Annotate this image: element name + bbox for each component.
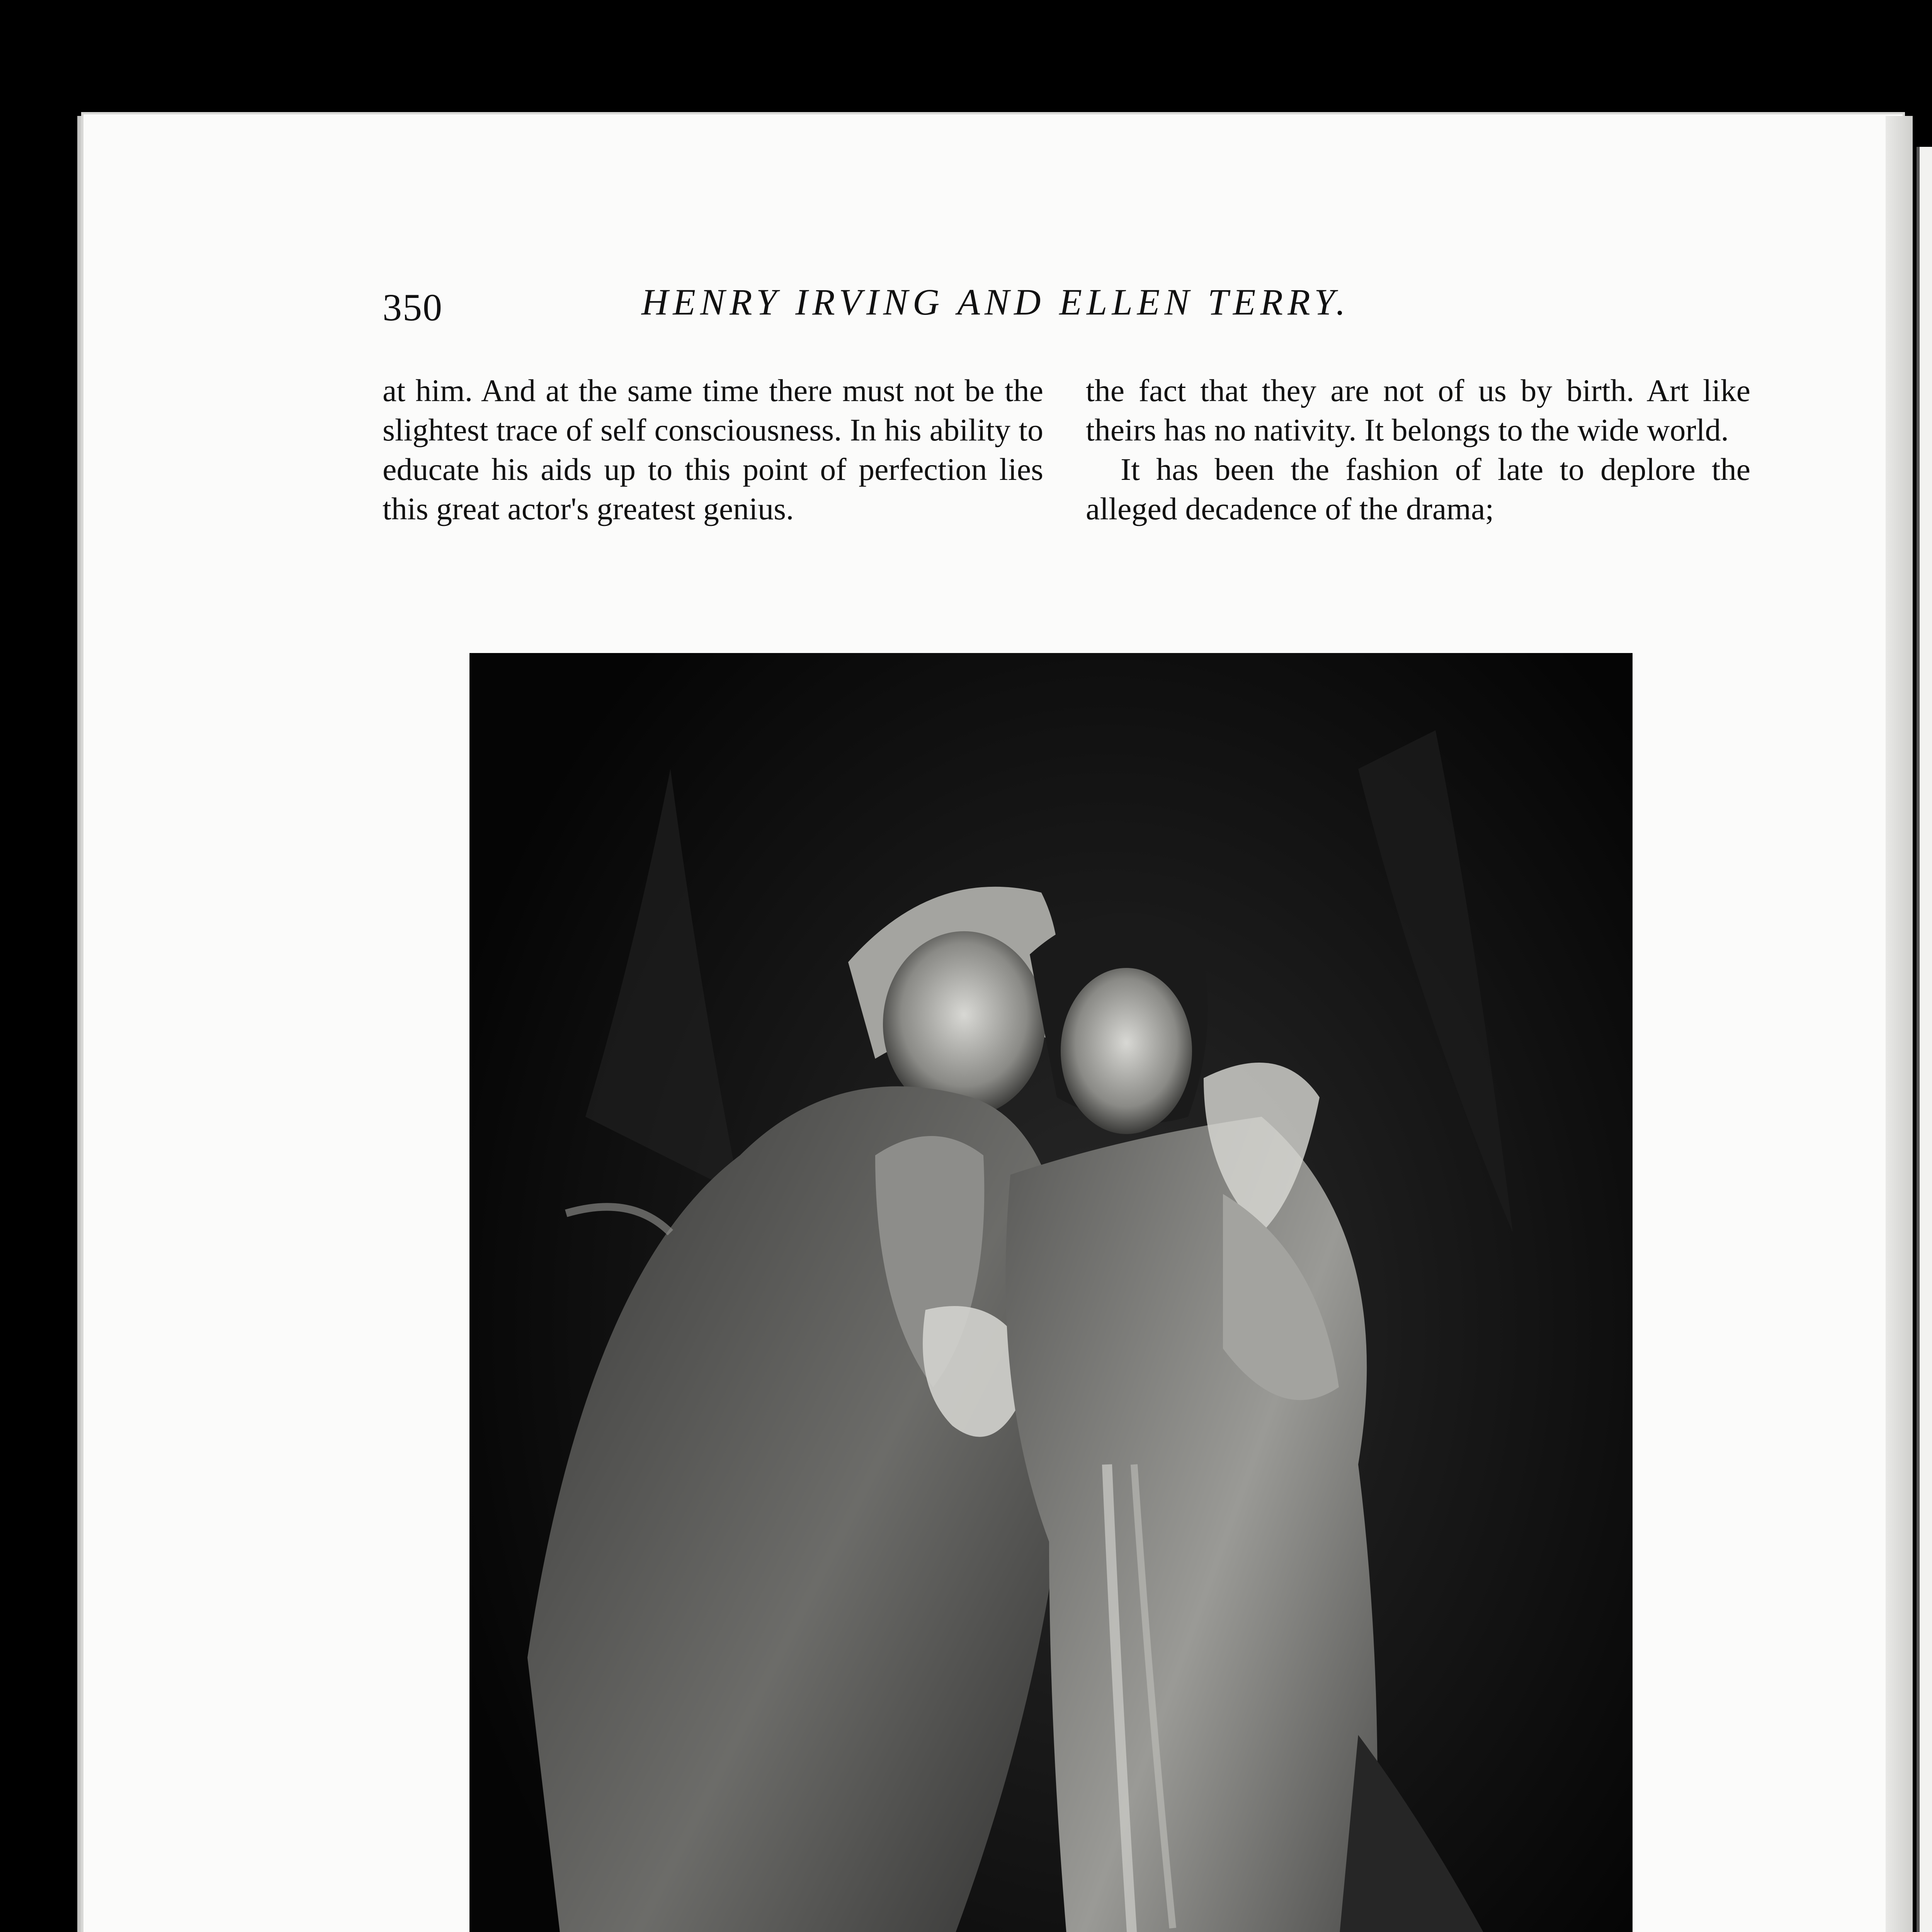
photo-illustration: [469, 653, 1633, 1932]
page-edge-right: [1886, 116, 1913, 1932]
paragraph: the fact that they are not of us by birth. Art like theirs has no nativity. It belongs to the wide world.: [1086, 373, 1750, 447]
paragraph: It has been the fashion of late to deplore the alleged decadence of the drama;: [1086, 452, 1750, 526]
text-column-top-right: [1086, 371, 1750, 529]
photograph-ellen-terry-mrs-stirling: [469, 653, 1633, 1932]
text-column-top-left: [383, 371, 1043, 529]
paragraph: at him. And at the same time there must not be the slightest trace of self consciousness. In his ability to educate his aids up to this point of perfection lies this great actor's greatest genius.: [383, 373, 1043, 526]
page-number: 350: [383, 286, 443, 329]
next-page-strip: [1917, 147, 1932, 1932]
running-head: HENRY IRVING AND ELLEN TERRY.: [641, 281, 1350, 323]
